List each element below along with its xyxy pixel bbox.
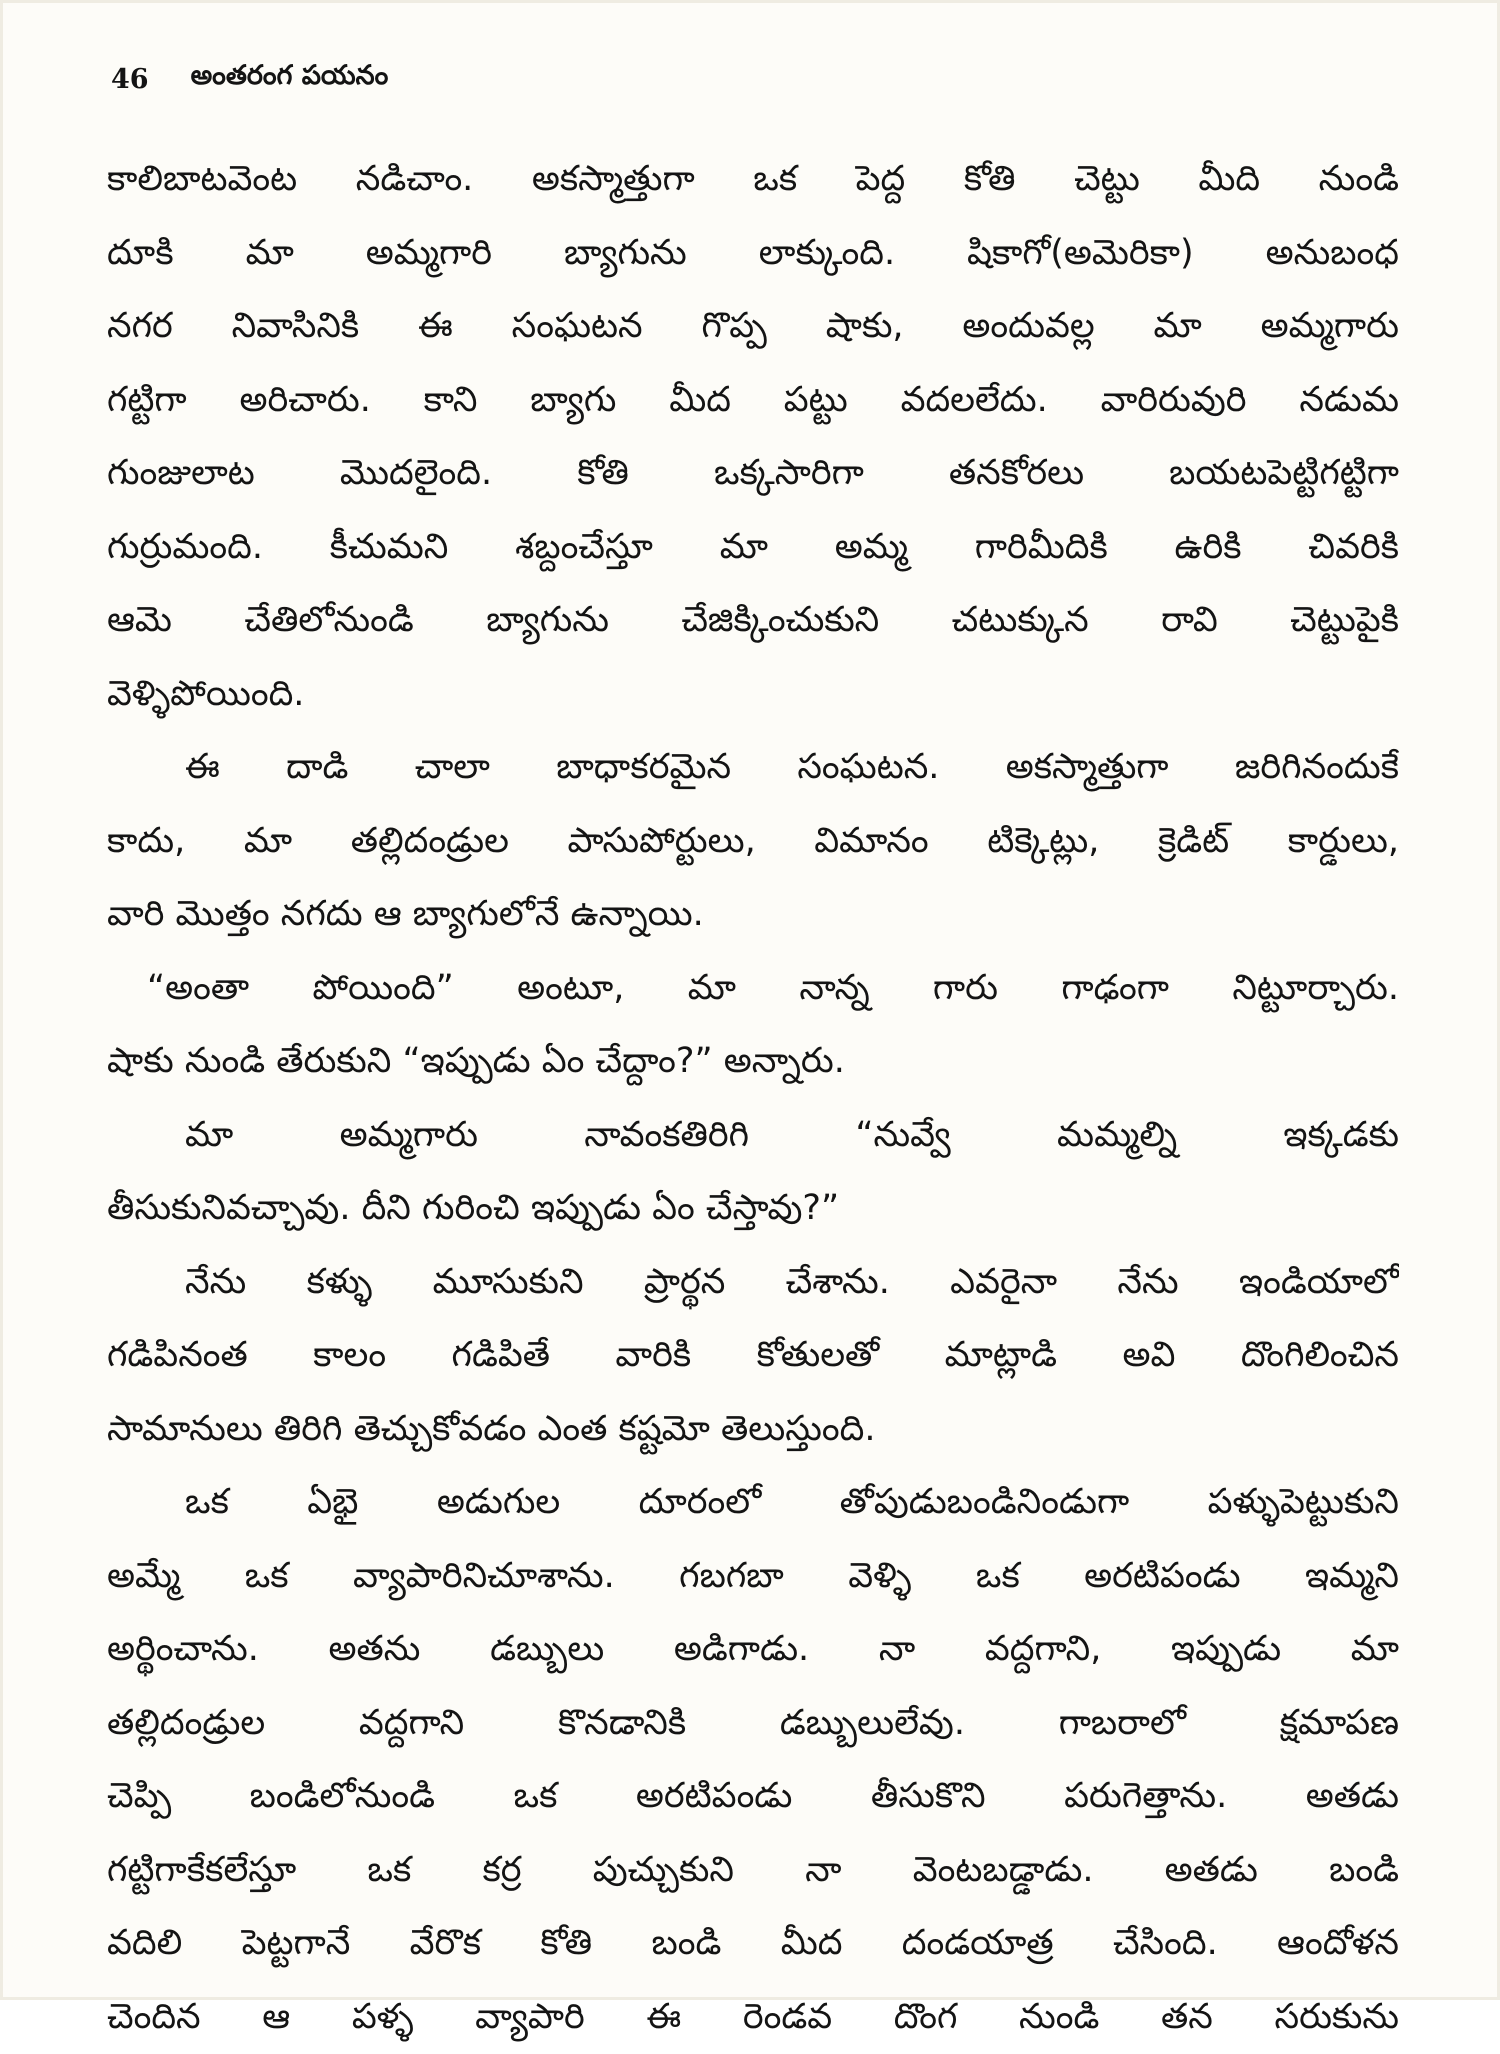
text-line: చెందిన ఆ పళ్ళ వ్యాపారి ఈ రెండవ దొంగ నుండి తన సరుకును (107, 1981, 1399, 2054)
text-line: అర్థించాను. అతను డబ్బులు అడిగాడు. నా వద్దగాని, ఇప్పుడు మా (107, 1613, 1399, 1687)
text-line: నేను కళ్ళు మూసుకుని ప్రార్థన చేశాను. ఎవరైనా నేను ఇండియాలో (107, 1246, 1399, 1320)
running-title: అంతరంగ పయనం (191, 60, 389, 98)
page-number: 46 (111, 64, 149, 95)
text-line: వెళ్ళిపోయింది. (107, 658, 1399, 732)
text-line: ఆమె చేతిలోనుండి బ్యాగును చేజిక్కించుకుని చటుక్కున రావి చెట్టుపైకి (107, 584, 1399, 658)
body-text (107, 143, 1399, 2054)
text-line: తీసుకునివచ్చావు. దీని గురించి ఇప్పుడు ఏం చేస్తావు?” (107, 1172, 1399, 1246)
text-line: గడిపినంత కాలం గడిపితే వారికి కోతులతో మాట్లాడి అవి దొంగిలించిన (107, 1319, 1399, 1393)
text-line: అమ్మే ఒక వ్యాపారినిచూశాను. గబగబా వెళ్ళి ఒక అరటిపండు ఇమ్మని (107, 1540, 1399, 1614)
text-line: గుంజులాట మొదలైంది. కోతి ఒక్కసారిగా తనకోరలు బయటపెట్టిగట్టిగా (107, 437, 1399, 511)
text-line: షాకు నుండి తేరుకుని “ఇప్పుడు ఏం చేద్దాం?” అన్నారు. (107, 1025, 1399, 1099)
text-line: ఈ దాడి చాలా బాధాకరమైన సంఘటన. అకస్మాత్తుగా జరిగినందుకే (107, 731, 1399, 805)
text-line: గట్టిగాకేకలేస్తూ ఒక కర్ర పుచ్చుకుని నా వెంటబడ్డాడు. అతడు బండి (107, 1834, 1399, 1908)
text-line: వదిలి పెట్టగానే వేరొక కోతి బండి మీద దండయాత్ర చేసింది. ఆందోళన (107, 1907, 1399, 1981)
text-line: ఒక ఏభై అడుగుల దూరంలో తోపుడుబండినిండుగా పళ్ళుపెట్టుకుని (107, 1466, 1399, 1540)
text-line: కాదు, మా తల్లిదండ్రుల పాసుపోర్టులు, విమానం టిక్కెట్లు, క్రెడిట్ కార్డులు, (107, 805, 1399, 879)
text-line: నగర నివాసినికి ఈ సంఘటన గొప్ప షాకు, అందువల్ల మా అమ్మగారు (107, 290, 1399, 364)
text-line: వారి మొత్తం నగదు ఆ బ్యాగులోనే ఉన్నాయి. (107, 878, 1399, 952)
text-line: “అంతా పోయింది” అంటూ, మా నాన్న గారు గాఢంగా నిట్టూర్చారు. (107, 952, 1399, 1026)
text-line: సామానులు తిరిగి తెచ్చుకోవడం ఎంత కష్టమో తెలుస్తుంది. (107, 1393, 1399, 1467)
running-head (111, 55, 388, 103)
text-line: దూకి మా అమ్మగారి బ్యాగును లాక్కుంది. షికాగో(అమెరికా) అనుబంధ (107, 217, 1399, 291)
text-line: తల్లిదండ్రుల వద్దగాని కొనడానికి డబ్బులులేవు. గాబరాలో క్షమాపణ (107, 1687, 1399, 1761)
text-line: మా అమ్మగారు నావంకతిరిగి “నువ్వే మమ్మల్ని ఇక్కడకు (107, 1099, 1399, 1173)
text-line: గట్టిగా అరిచారు. కాని బ్యాగు మీద పట్టు వదలలేదు. వారిరువురి నడుమ (107, 364, 1399, 438)
text-line: కాలిబాటవెంట నడిచాం. అకస్మాత్తుగా ఒక పెద్ద కోతి చెట్టు మీది నుండి (107, 143, 1399, 217)
text-line: గుర్రుమంది. కీచుమని శబ్దంచేస్తూ మా అమ్మ గారిమీదికి ఉరికి చివరికి (107, 511, 1399, 585)
text-line: చెప్పి బండిలోనుండి ఒక అరటిపండు తీసుకొని పరుగెత్తాను. అతడు (107, 1760, 1399, 1834)
